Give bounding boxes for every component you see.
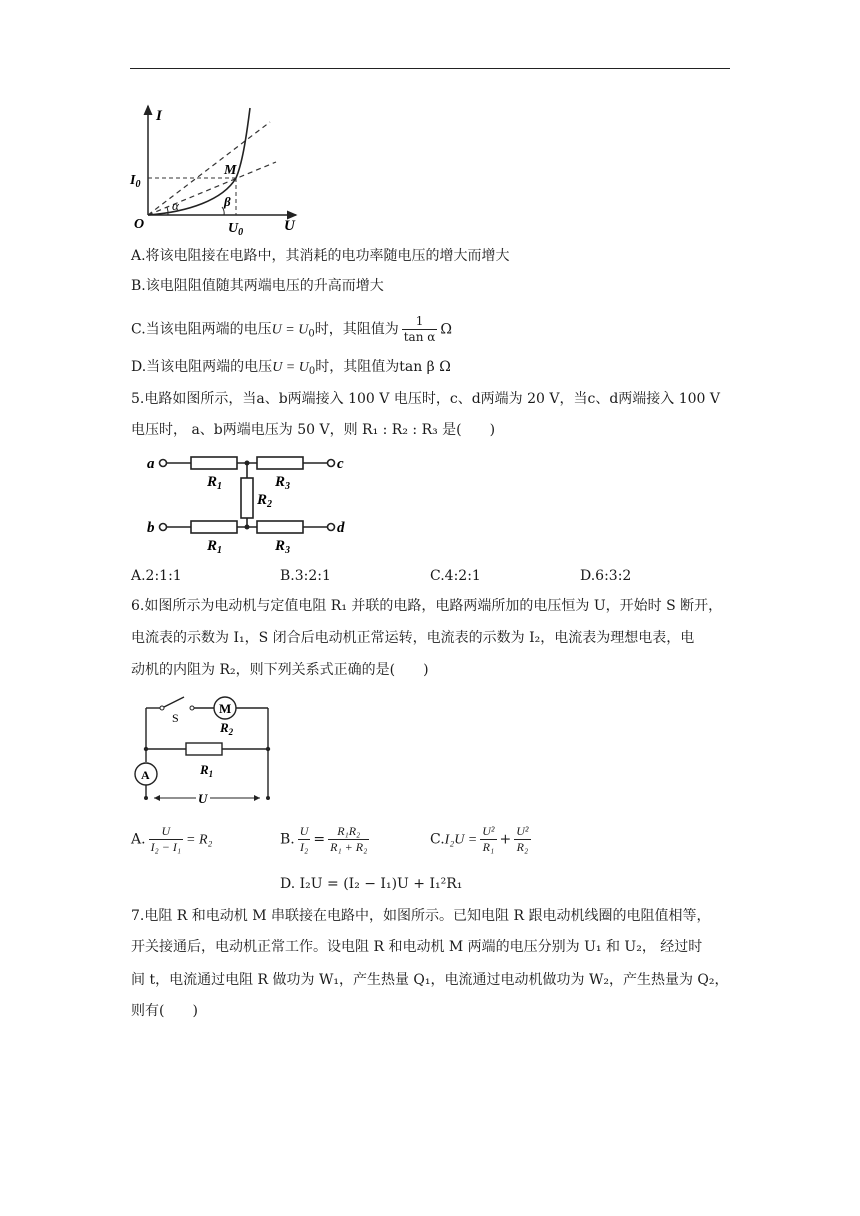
q5-stem-2: 电压时， a、b两端电压为 50 V，则 R₁ : R₂ : R₃ 是( ) (131, 422, 496, 438)
q4-option-d: D.当该电阻两端的电压$U = U_0$时，其阻值为tan β Ω (131, 359, 451, 377)
label-u: U (284, 218, 295, 234)
q6-stem-1: 6.如图所示为电动机与定值电阻 R₁ 并联的电路，电路两端所加的电压恒为 U，开始时 S 断开， (131, 598, 723, 614)
label-r2: $R_2$ (220, 720, 234, 737)
q4-option-b: B.该电阻阻值随其两端电压的升高而增大 (131, 278, 384, 294)
q6-circuit (132, 692, 277, 807)
motor-symbol: M (219, 701, 232, 716)
terminal-b: b (147, 520, 155, 536)
terminal-a: a (147, 456, 155, 472)
label-alpha: α (172, 198, 179, 213)
q6-option-d: D. I₂U = (I₂ − I₁)U + I₁²R₁ (280, 876, 463, 892)
label-r1: $R_1$ (200, 762, 214, 779)
q7-stem-1: 7.电阻 R 和电动机 M 串联接在电路中，如图所示。已知电阻 R 跟电动机线圈的电阻值相等， (131, 908, 711, 924)
label-i0: $I_0$ (130, 173, 141, 190)
label-u0: $U_0$ (228, 221, 244, 238)
q6-stem-3: 动机的内阻为 R₂，则下列关系式正确的是( ) (131, 662, 429, 678)
q5-stem-1: 5.电路如图所示，当a、b两端接入 100 V 电压时，c、d两端为 20 V，当c、d两端接入 100 V (131, 391, 721, 407)
q6-option-c: C.I₂U = $\frac{\text{U²}}{\text{R₁}}$ + $\frac{\text{U²}}{\text{R₂}}$ (430, 824, 529, 854)
header-rule (130, 68, 730, 69)
switch-label: S (172, 711, 179, 725)
q6-option-b: B. $\frac{U}{\text{I₂}}$ = $\frac{\text{R₁R₂}}{\text{R₁ + R₂}}$ (280, 824, 368, 854)
label-i: I (156, 108, 162, 124)
label-r1-bottom: $R_1$ (207, 538, 223, 556)
q6-stem-2: 电流表的示数为 I₁，S 闭合后电动机正常运转，电流表的示数为 I₂，电流表为理想电表，电 (131, 630, 695, 646)
alpha-arc (167, 207, 168, 215)
terminal-c: c (337, 456, 344, 472)
q7-stem-4: 则有( ) (131, 1003, 198, 1019)
q7-stem-2: 开关接通后，电动机正常工作。设电阻 R 和电动机 M 两端的电压分别为 U₁ 和 U₂， 经过时 (131, 939, 703, 955)
label-r2: $R_2$ (257, 492, 273, 510)
q5-circuit (145, 448, 355, 560)
q5-option-b: B.3:2:1 (280, 568, 331, 584)
q4-option-a: A.将该电阻接在电路中，其消耗的电功率随电压的增大而增大 (131, 248, 510, 264)
label-r3-top: $R_3$ (275, 474, 291, 492)
label-beta: β (224, 194, 231, 209)
label-u: U (198, 791, 208, 806)
label-o: O (134, 217, 145, 232)
q5-option-d: D.6:3:2 (580, 568, 632, 584)
terminal-d: d (337, 520, 345, 536)
label-m: M (224, 163, 237, 178)
q4-option-c: C.当该电阻两端的电压$U = U_0$时，其阻值为 $\frac{1}{\text{tan α}}$ Ω (131, 314, 452, 344)
label-r3-bottom: $R_3$ (275, 538, 291, 556)
q7-stem-3: 间 t，电流通过电阻 R 做功为 W₁，产生热量 Q₁，电流通过电动机做功为 W₂，产生热量为 Q₂， (131, 972, 729, 988)
iu-graph (128, 100, 303, 238)
q5-option-a: A.2:1:1 (131, 568, 182, 584)
q5-option-c: C.4:2:1 (430, 568, 481, 584)
iu-curve (148, 108, 250, 215)
q6-option-a: A. $\frac{U}{\text{I₂ − I₁}}$ = R₂ (131, 824, 213, 854)
ammeter-symbol: A (141, 768, 150, 782)
label-r1-top: $R_1$ (207, 474, 223, 492)
